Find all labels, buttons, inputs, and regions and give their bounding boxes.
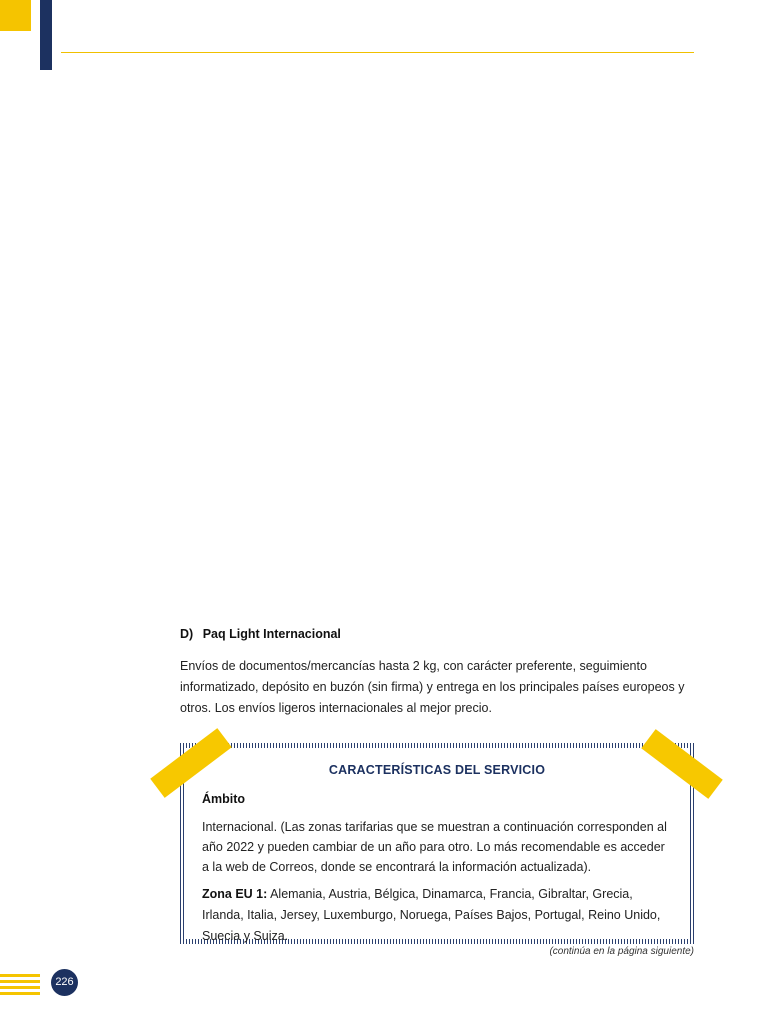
intro-paragraph: Envíos de documentos/mercancías hasta 2 kg, con carácter preferente, seguimiento informatizado, depósito en buzón (sin firma) y entrega en los principales países europeos y otros. Los envíos ligeros internacionales al mejor precio. — [180, 659, 685, 715]
zona-label: Zona EU 1: — [202, 887, 268, 901]
zona-eu1-text — [202, 884, 672, 947]
header-rule — [61, 52, 694, 53]
footer-stripe — [0, 992, 40, 995]
section-label: D) — [180, 627, 194, 641]
zona-countries: Alemania, Austria, Bélgica, Dinamarca, Francia, Gibraltar, Grecia, Irlanda, Italia, Jersey, Luxemburgo, Noruega, Países Bajos, Portugal, Reino Unido, Suecia y Suiza. — [202, 887, 661, 943]
footer-stripe — [0, 986, 40, 989]
box-title: CARACTERÍSTICAS DEL SERVICIO — [328, 763, 546, 777]
header-vertical-bar — [40, 0, 52, 70]
section-heading — [180, 627, 341, 641]
page-number-badge: 226 — [51, 969, 78, 996]
ambito-heading: Ámbito — [202, 792, 246, 806]
section-title: Paq Light Internacional — [202, 627, 341, 641]
continue-note: (continúa en la página siguiente) — [549, 946, 694, 957]
footer-stripe — [0, 980, 40, 983]
footer-stripe — [0, 974, 40, 977]
ambito-text: Internacional. (Las zonas tarifarias que se muestran a continuación corresponden al año 2022 y pueden cambiar de un año para otro. Lo más recomendable es acceder a la web de Correos, donde se encontrará la información actualizada). — [202, 820, 667, 874]
corner-accent-square — [0, 0, 31, 31]
